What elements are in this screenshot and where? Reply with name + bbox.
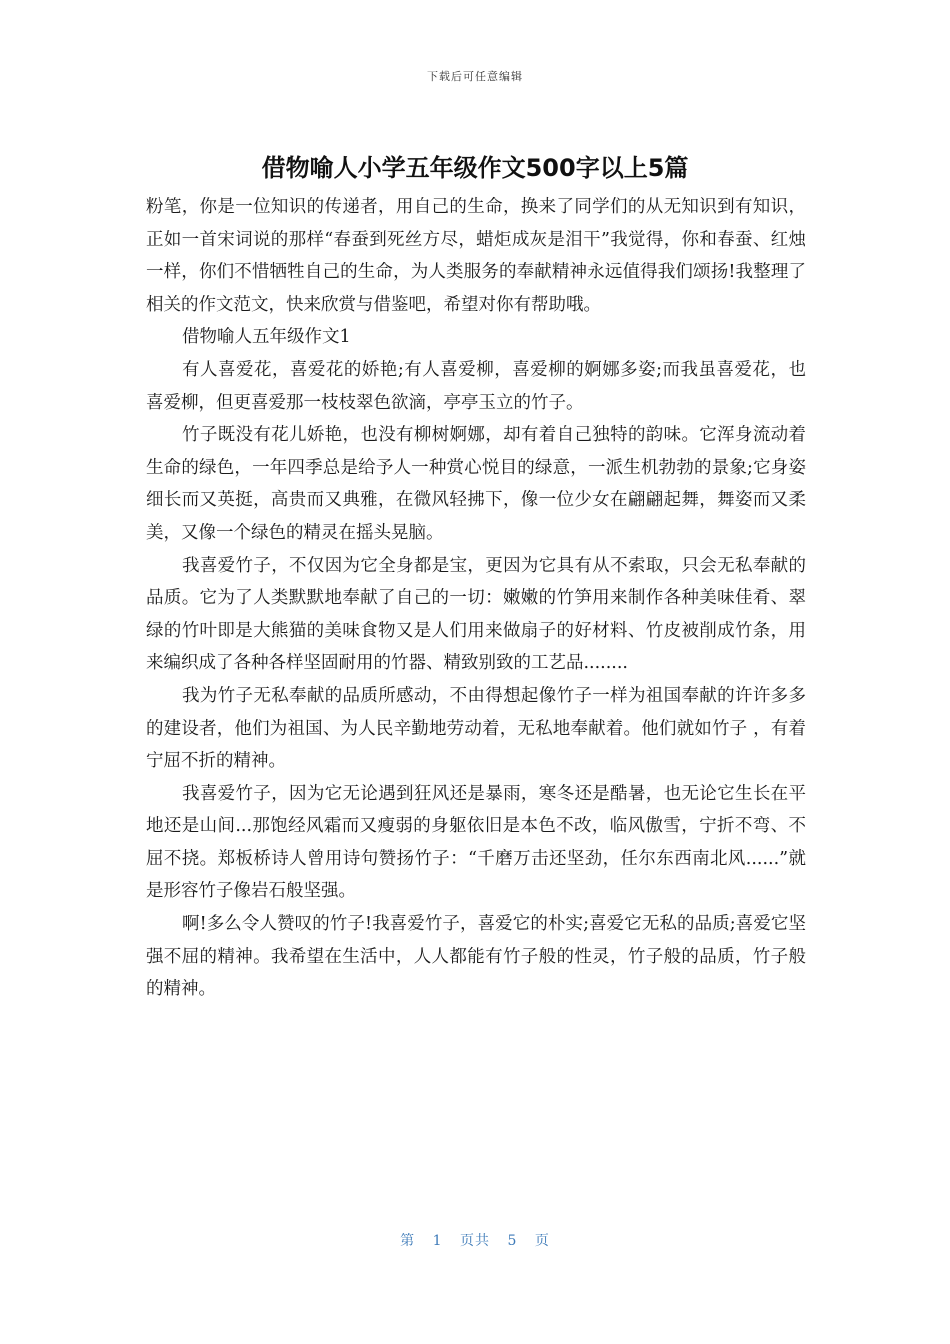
essay-paragraph: 有人喜爱花，喜爱花的娇艳;有人喜爱柳，喜爱柳的婀娜多姿;而我虽喜爱花，也喜爱柳，但更喜爱那一枝枝翠色欲滴，亭亭玉立的竹子。 xyxy=(146,359,806,413)
essay-paragraph: 我喜爱竹子，因为它无论遇到狂风还是暴雨，寒冬还是酷暑，也无论它生长在平地还是山间...那饱经风霜而又瘦弱的身躯依旧是本色不改，临风傲雪，宁折不弯、不屈不挠。郑板桥诗人曾用诗句赞扬竹子：“千磨万击还坚劲，任尔东西南北风......”就是形容竹子像岩石般坚强。 xyxy=(146,783,806,902)
page-footer xyxy=(0,1230,950,1250)
document-title: 借物喻人小学五年级作文500字以上5篇 xyxy=(261,154,689,182)
document-body xyxy=(146,191,806,1006)
essay-paragraph: 我喜爱竹子，不仅因为它全身都是宝，更因为它具有从不索取，只会无私奉献的品质。它为了人类默默地奉献了自己的一切：嫩嫩的竹笋用来制作各种美味佳肴、翠绿的竹叶即是大熊猫的美味食物又是人们用来做扇子的好材料、竹皮被削成竹条，用来编织成了各种各样坚固耐用的竹器、精致别致的工艺品........ xyxy=(146,555,806,674)
footer-total-pages: 5 xyxy=(507,1233,518,1249)
essay-paragraph: 啊!多么令人赞叹的竹子!我喜爱竹子，喜爱它的朴实;喜爱它无私的品质;喜爱它坚强不屈的精神。我希望在生活中，人人都能有竹子般的性灵，竹子般的品质，竹子般的精神。 xyxy=(146,914,806,1000)
essay-paragraph: 竹子既没有花儿娇艳，也没有柳树婀娜，却有着自己独特的韵味。它浑身流动着生命的绿色，一年四季总是给予人一种赏心悦目的绿意，一派生机勃勃的景象;它身姿细长而又英挺，高贵而又典雅，在微风轻拂下，像一位少女在翩翩起舞，舞姿而又柔美，又像一个绿色的精灵在摇头晃脑。 xyxy=(146,425,806,543)
footer-middle: 页共 xyxy=(460,1233,490,1249)
footer-page-number: 1 xyxy=(432,1233,443,1249)
intro-paragraph: 粉笔，你是一位知识的传递者，用自己的生命，换来了同学们的从无知识到有知识，正如一首宋词说的那样“春蚕到死丝方尽，蜡炬成灰是泪干”我觉得，你和春蚕、红烛一样，你们不惜牺牲自己的生命，为人类服务的奉献精神永远值得我们颂扬!我整理了相关的作文范文，快来欣赏与借鉴吧，希望对你有帮助哦。 xyxy=(146,197,806,315)
essay-heading: 借物喻人五年级作文1 xyxy=(182,327,351,348)
footer-suffix: 页 xyxy=(534,1233,550,1249)
essay-paragraph: 我为竹子无私奉献的品质所感动，不由得想起像竹子一样为祖国奉献的许许多多的建设者，他们为祖国、为人民辛勤地劳动着，无私地奉献着。他们就如竹子 ，有着宁屈不折的精神。 xyxy=(146,685,806,772)
header-note: 下载后可任意编辑 xyxy=(427,70,523,83)
footer-prefix: 第 xyxy=(400,1233,416,1249)
